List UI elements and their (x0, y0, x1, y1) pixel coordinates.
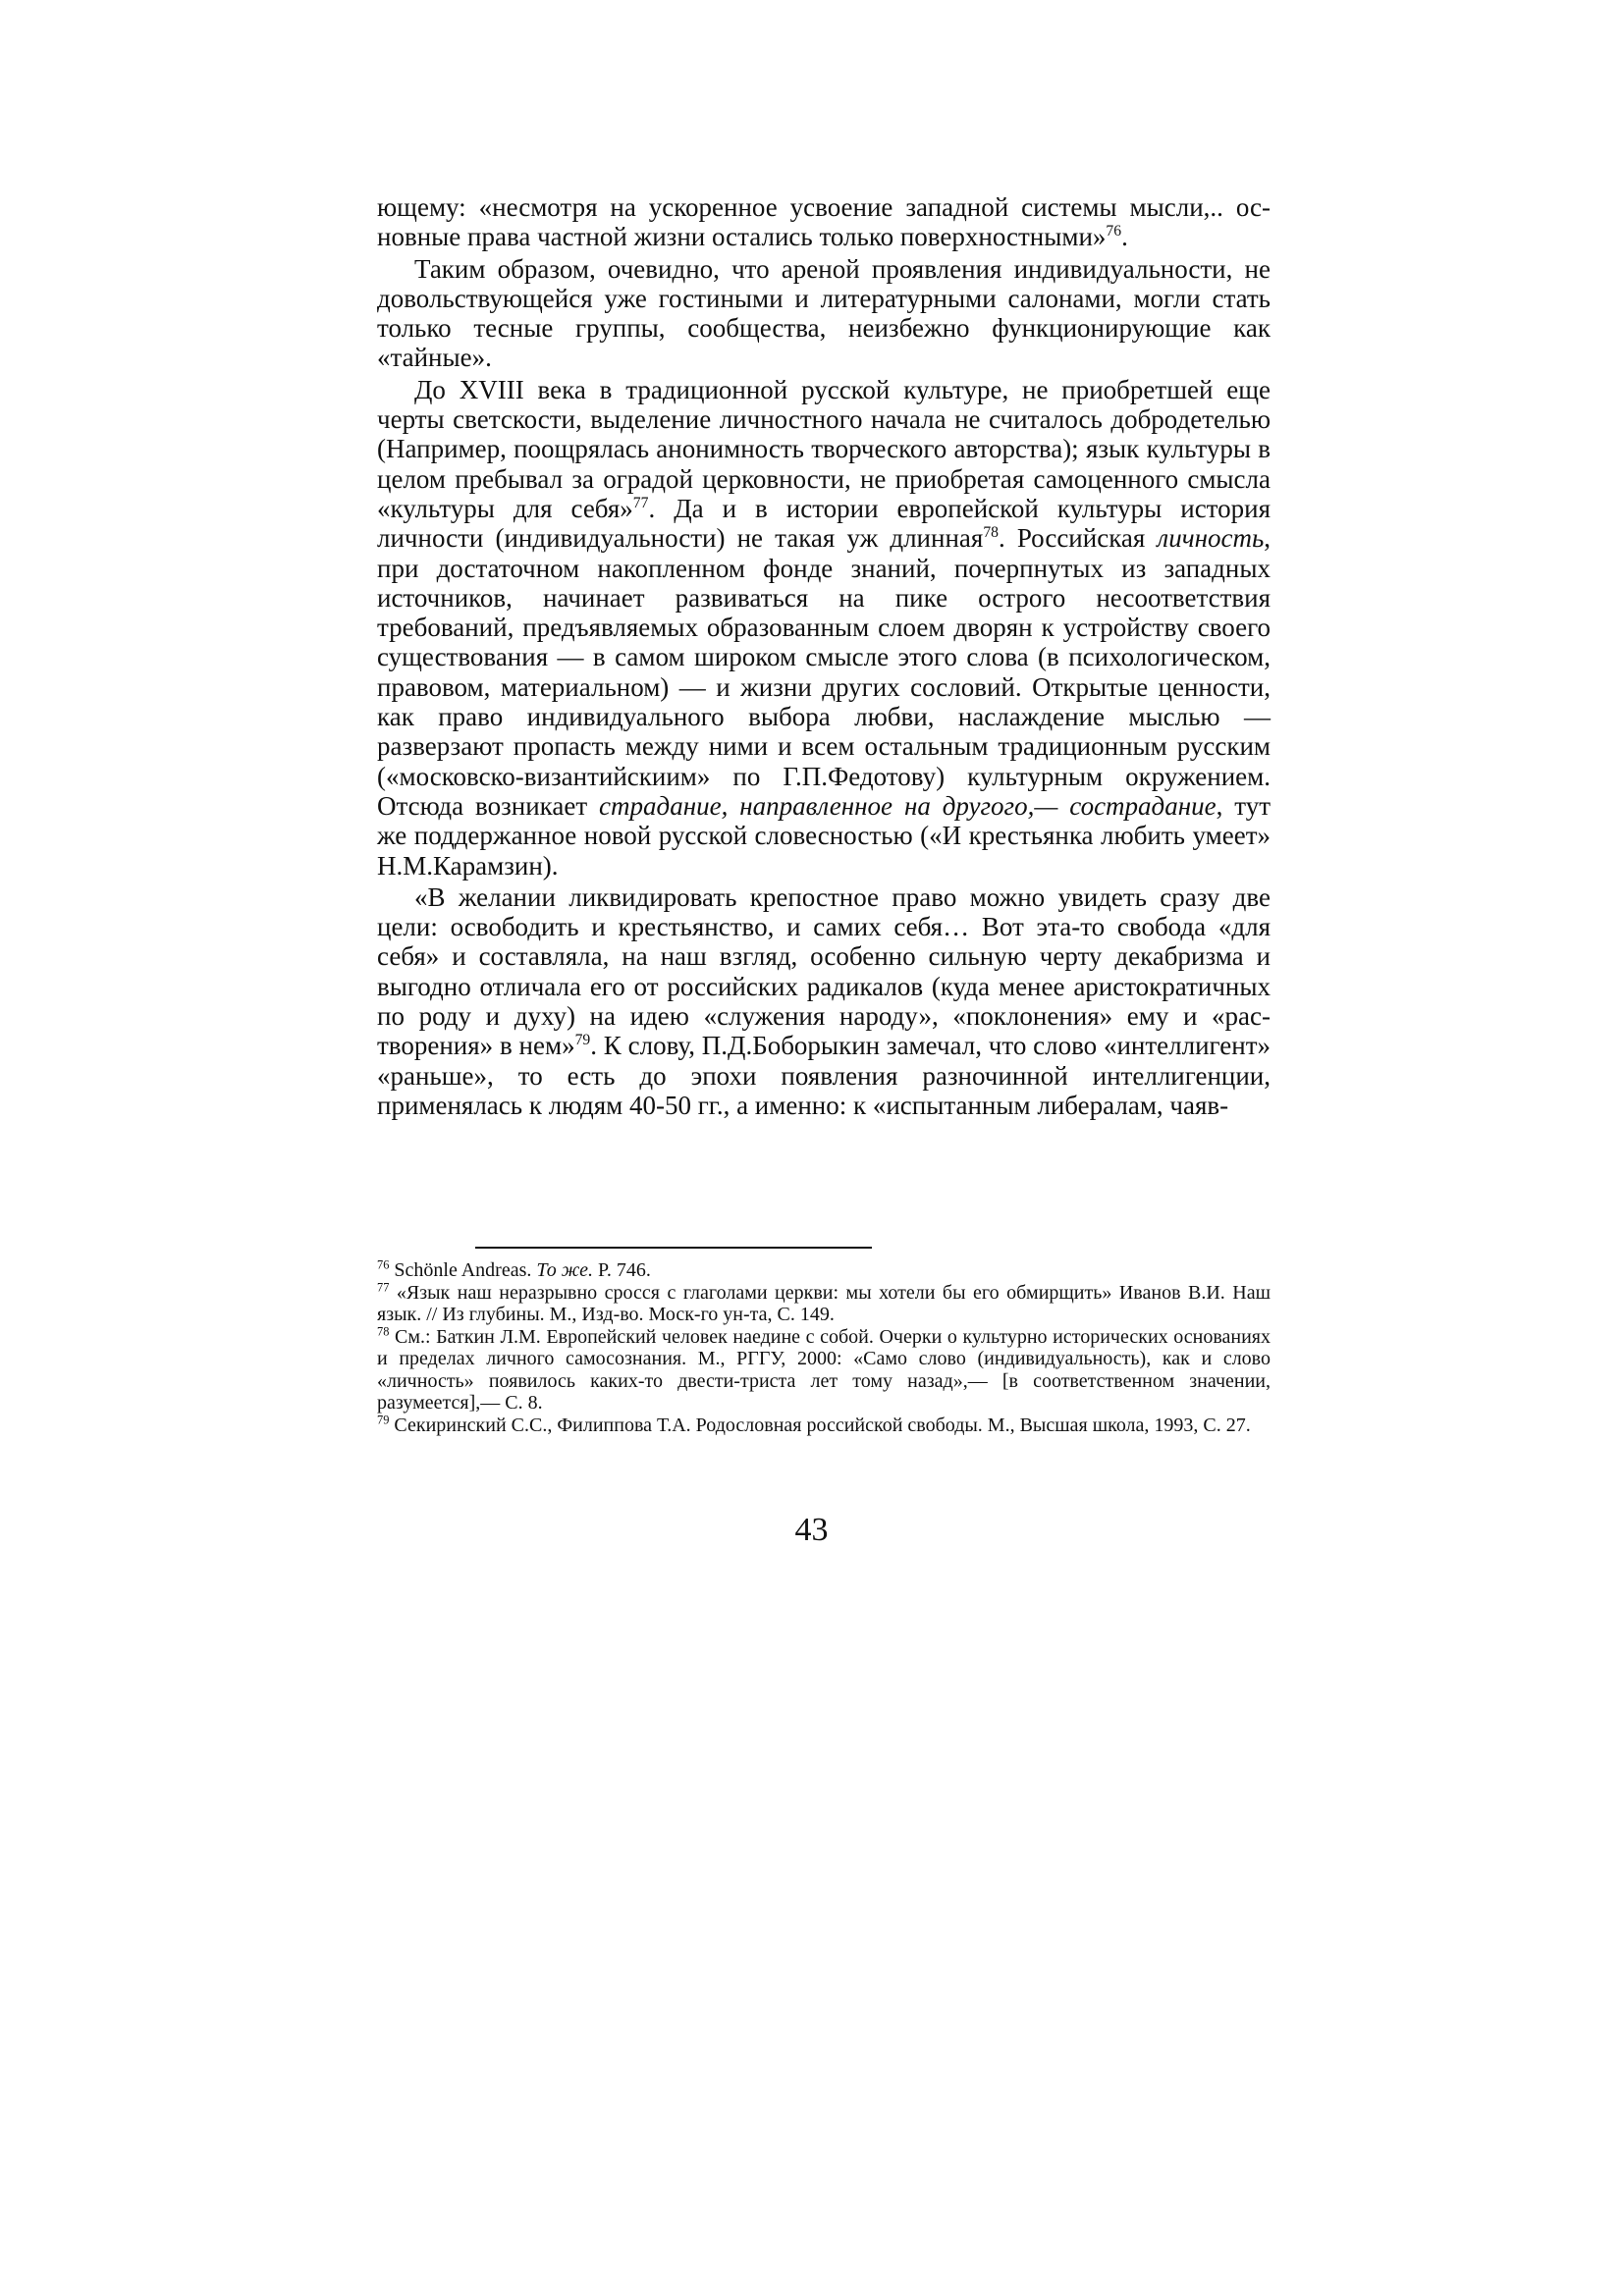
footnote-76 (377, 1259, 1271, 1282)
paragraph-4 (377, 882, 1271, 1120)
page-number: 43 (794, 1512, 829, 1548)
footnote-text: Schönle Andreas. (389, 1259, 537, 1281)
paragraph-2-text: Таким образом, очевидно, что ареной проявления индивидуальности, не довольствующейся уже гостиными и литературными салонами, могли стать только тесные группы, сообщества, неизбежно функционирующие как «тайные». (377, 253, 1271, 373)
footnote-separator (475, 1247, 872, 1249)
footnote-number: 78 (377, 1323, 390, 1338)
footnote-text: См.: Баткин Л.М. Европейский человек наедине с собой. Очерки о культурно исторических основаниях и пределах личного самосознания. М., РГГУ, 2000: «Само слово (индивидуальность), как и слово «личность» появилось каких-то двести-триста лет тому назад»,— [в соответственном значении, разумеется],— С. 8. (377, 1325, 1271, 1414)
footnote-ref-76: 76 (1106, 223, 1122, 240)
footnote-text: P. 746. (593, 1259, 651, 1281)
paragraph-1-tail: . (1121, 222, 1128, 252)
main-text (377, 192, 1271, 1120)
footnote-text: «Язык наш неразрывно сросся с глаголами церкви: мы хотели бы его обмирщить» Иванов В.И. Наш язык. // Из глубины. М., Изд-во. Моск-го ун-та, С. 149. (377, 1281, 1271, 1325)
footnote-number: 79 (377, 1412, 390, 1426)
paragraph-4-text-a: «В желании ликвидировать крепостное право можно увидеть сразу две цели: освободить и крестьянство, и самих себя… Вот эта-то свобода «для себя» и составляла, на наш взгляд, особенно сильную черту декабризма и выгодно отличала его от российских радикалов (куда менее аристократичных по роду и духу) на идею «служения народу», «поклонения» ему и «растворения» в нем» (377, 881, 1271, 1061)
paragraph-3-text-a: До XVIII века в традиционной русской культуре, не приобретшей еще черты светскости, выделение личностного начала не считалось добродетелью (Например, поощрялась анонимность творческого авторства); язык культуры в целом пребывал за оградой церковности, не приобретая самоценного смысла «культуры для себя» (377, 374, 1271, 523)
paragraph-1-text: ющему: «несмотря на ускоренное усвоение западной системы мысли,.. основные права частной жизни остались только поверхностными» (377, 192, 1271, 252)
paragraph-3 (377, 375, 1271, 881)
footnotes (377, 1259, 1271, 1436)
footnote-79 (377, 1412, 1271, 1437)
footnote-ref-78: 78 (983, 524, 999, 542)
footnote-78 (377, 1323, 1271, 1415)
paragraph-1 (377, 192, 1271, 252)
footnote-ref-79: 79 (574, 1032, 591, 1049)
paragraph-3-text-d: , при достаточном накопленном фонде знаний, почерпнутых из западных источников, начинает развиваться на пике острого несоответствия требований, предъявляемых образованным слоем дворян к устройству своего существования — в самом широком смысле этого слова (в психологическом, правовом, материальном) — и жизни других сословий. Открытые ценности, как право индивидуального выбора любви, наслаждение мыслью — разверзают пропасть между ними и всем остальным традиционным русским («московско-византийскиим» по Г.П.Федотову) культурным окружением. Отсюда возникает (377, 523, 1271, 821)
footnote-77 (377, 1279, 1271, 1326)
footnote-number: 76 (377, 1257, 390, 1272)
paragraph-3-text-e: , тут же поддержанное новой русской словесностью («И крестьянка любить умеет» Н.М.Карамзин). (377, 790, 1271, 881)
italic-term-personality: личность (1157, 523, 1265, 554)
paragraph-3-text-b: . Да и в истории европейской культуры история личности (индивидуальности) не такая уж длинная (377, 493, 1271, 554)
footnote-number: 77 (377, 1279, 390, 1294)
footnote-italic: То же. (536, 1259, 593, 1281)
footnote-ref-77: 77 (632, 494, 649, 511)
footnote-text: Секиринский С.С., Филиппова Т.А. Родословная российской свободы. М., Высшая школа, 1993, С. 27. (389, 1414, 1251, 1436)
paragraph-2 (377, 254, 1271, 373)
paragraph-4-text-b: . К слову, П.Д.Боборыкин замечал, что слово «интеллигент» «раньше», то есть до эпохи появления разночинной интеллигенции, применялась к людям 40-50 гг., а именно: к «испытанным либералам, чаяв- (377, 1031, 1271, 1120)
paragraph-3-text-c: . Российская (998, 523, 1158, 554)
italic-term-compassion: страдание, направленное на другого,— сострадание (599, 790, 1217, 821)
